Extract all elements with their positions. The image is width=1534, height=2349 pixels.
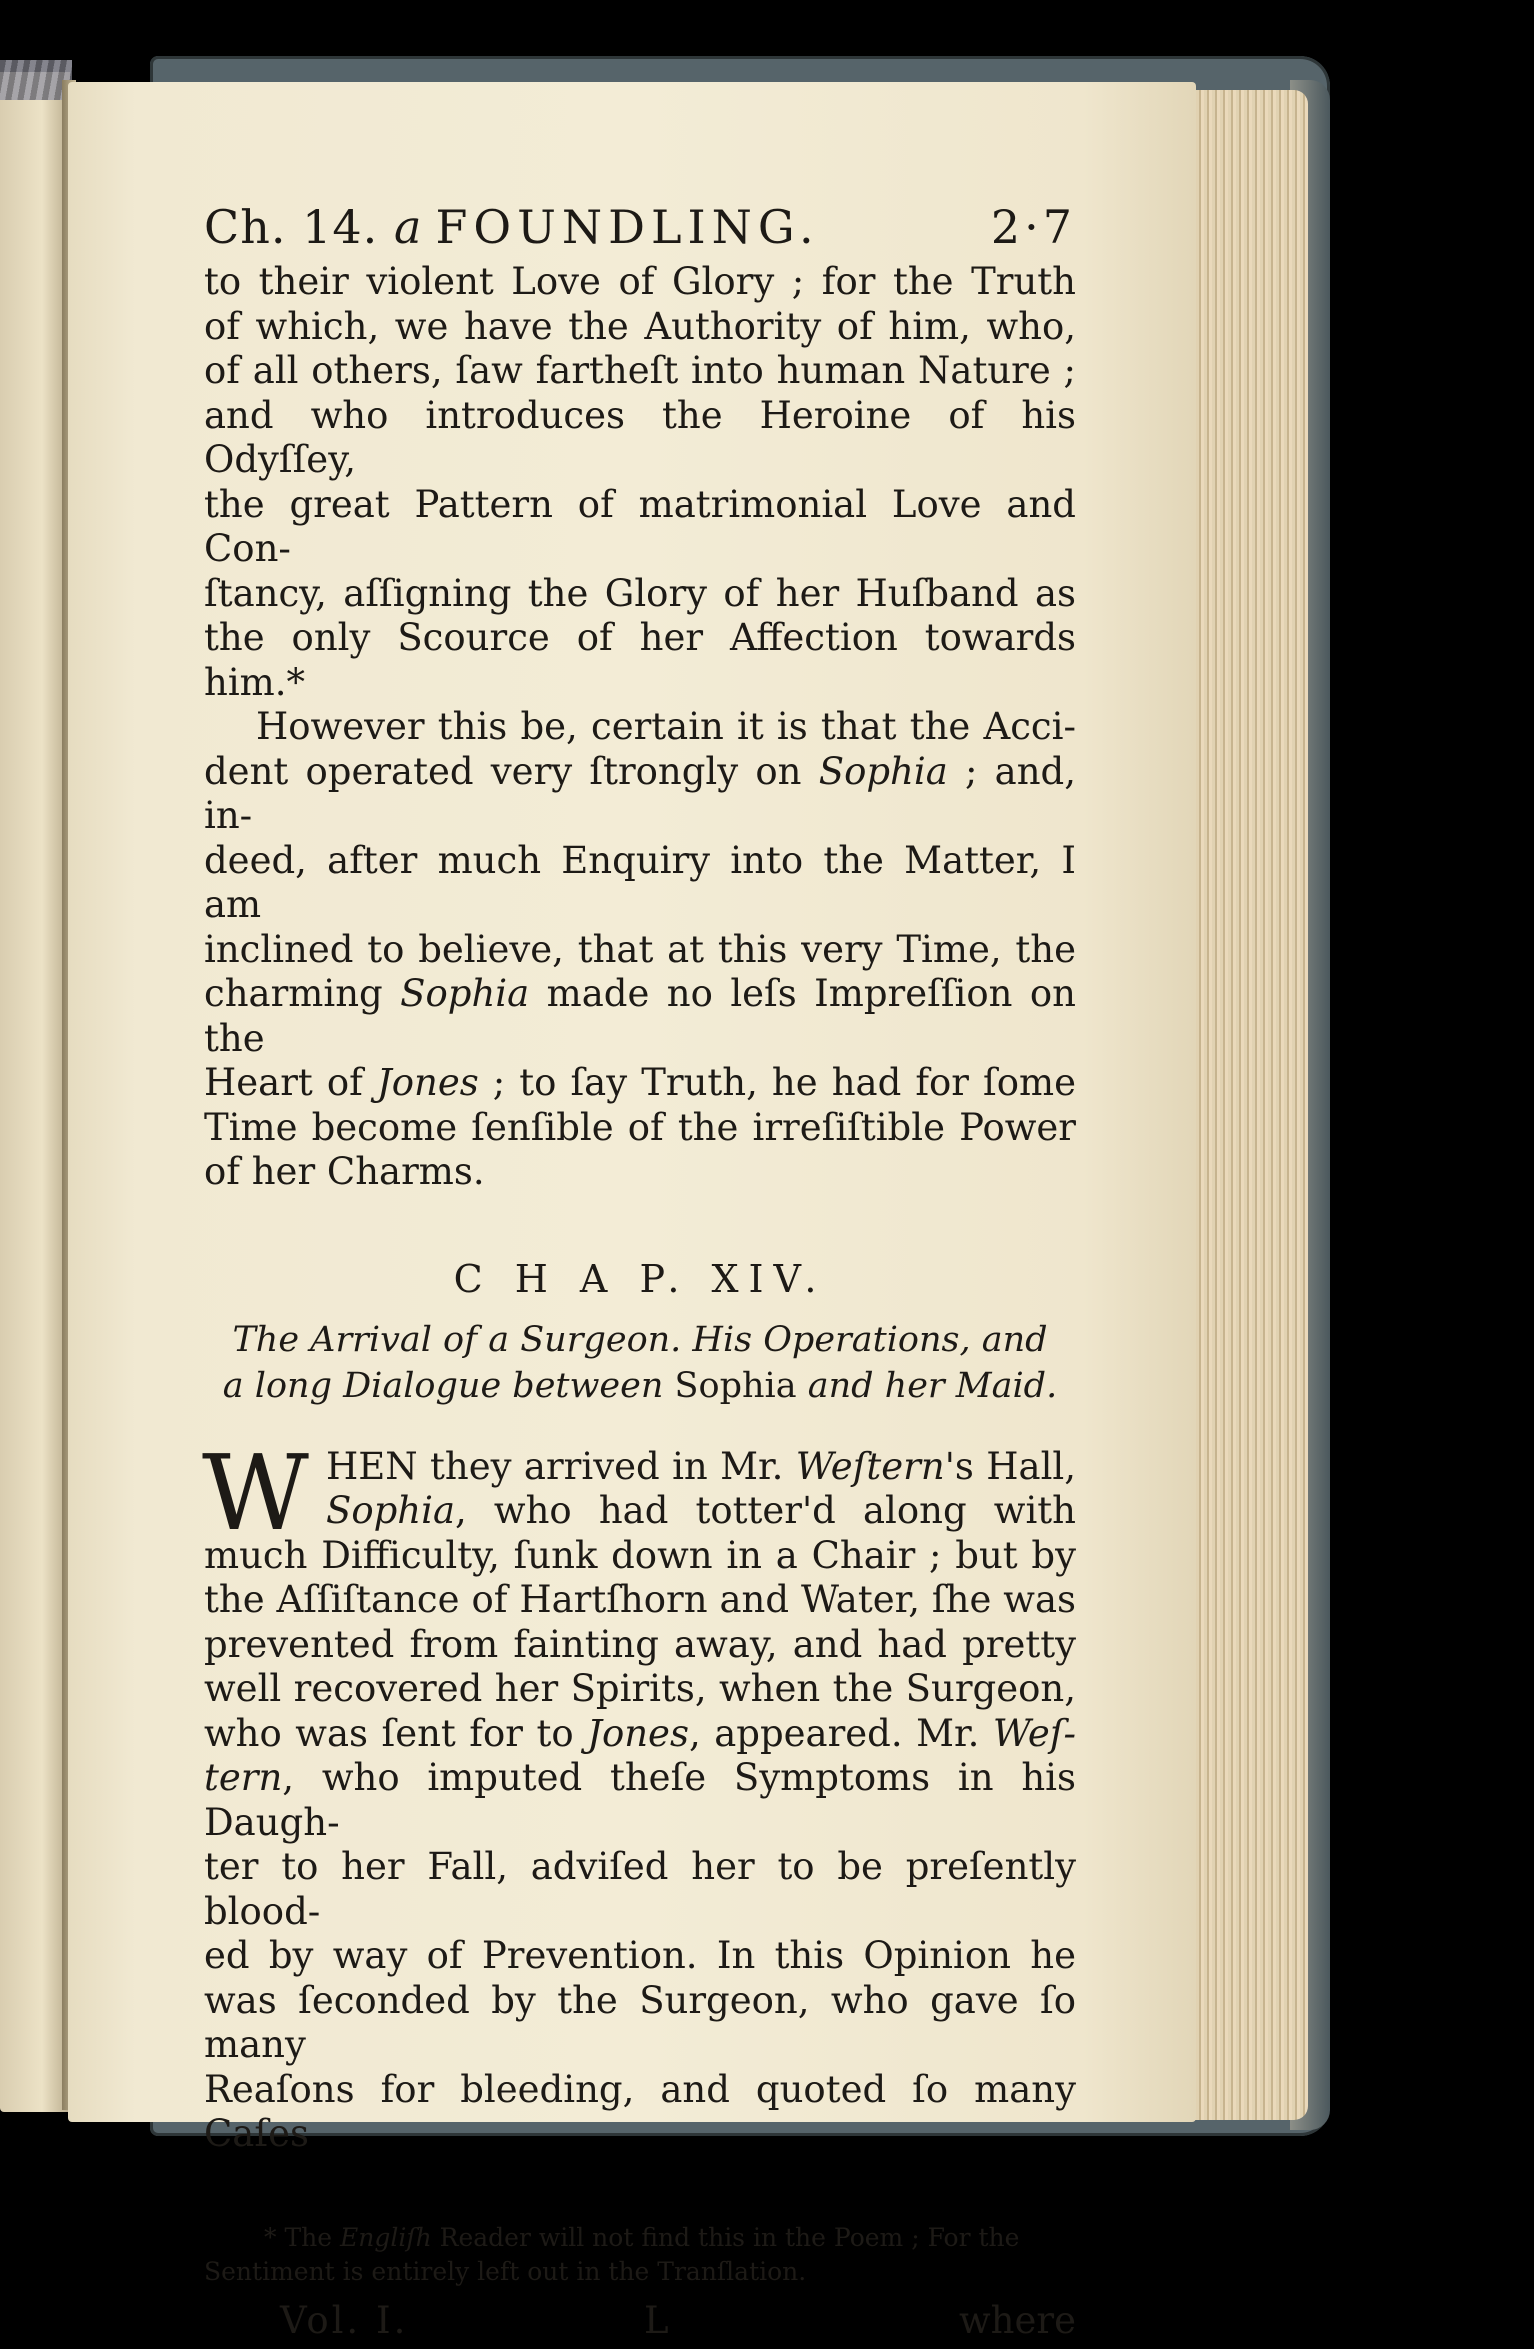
text-line xyxy=(204,1061,1076,1106)
italic-name: Jones xyxy=(376,1061,479,1104)
roman-name: Sophia xyxy=(674,1365,797,1406)
page-number: 2·7 xyxy=(990,200,1076,254)
text-span: , appeared. Mr. xyxy=(688,1711,993,1755)
footnote-line-1 xyxy=(204,2221,1076,2255)
text-line: ed by way of Prevention. In this Opinion he xyxy=(204,1934,1076,1977)
text-line: of her Charms. xyxy=(204,1150,485,1193)
signature-mark: L xyxy=(644,2298,669,2342)
text-line xyxy=(204,1489,1076,1534)
text-line: Reaſons for bleeding, and quoted ſo many Caſes xyxy=(204,2067,1076,2155)
drop-cap: W xyxy=(202,1431,309,1554)
left-page-edge xyxy=(0,72,70,2112)
text-line: of all others, ſaw fartheſt into human Nature ; xyxy=(204,349,1076,392)
footnote-line-2: Sentiment is entirely left out in the Tranſlation. xyxy=(204,2256,807,2286)
text-line: However this be, certain it is that the Acci- xyxy=(256,705,1076,748)
paragraph-1 xyxy=(204,260,1076,705)
text-line: inclined to believe, that at this very Time, the xyxy=(204,927,1076,971)
text-span: made no leſs Impreſſion on the xyxy=(204,972,1077,1060)
paragraph-3 xyxy=(202,1431,1077,2157)
text-line: was ſeconded by the Surgeon, who gave ſo many xyxy=(204,1978,1076,2066)
text-line: prevented from fainting away, and had pretty xyxy=(204,1622,1076,1666)
running-head xyxy=(204,200,1076,260)
running-head-article: a xyxy=(394,200,422,254)
italic-name: tern xyxy=(204,1756,283,1799)
text-line xyxy=(204,1712,1076,1757)
chapter-heading: C H A P. XIV. xyxy=(453,1256,827,1301)
text-line: Time become ſenſible of the irreſiſtible Power xyxy=(204,1105,1076,1149)
text-line: ſtancy, aſſigning the Glory of her Huſband as xyxy=(204,571,1076,615)
text-line: well recovered her Spirits, when the Surgeon, xyxy=(204,1667,1076,1710)
running-head-chapter: Ch. 14. xyxy=(204,200,379,254)
text-span: Heart of xyxy=(204,1061,377,1104)
text-span: ; and, in- xyxy=(204,749,1076,837)
text-span: charming xyxy=(204,972,401,1015)
text-line: and who introduces the Heroine of his Odyſſey, xyxy=(204,393,1076,481)
text-line: much Difficulty, ſunk down in a Chair ; but by xyxy=(204,1533,1076,1577)
paragraph-2 xyxy=(204,705,1076,1195)
text-span: ; to ſay Truth, he had for ſome xyxy=(478,1061,1076,1104)
text-line: the only Scource of her Affection towards him.* xyxy=(204,616,1076,704)
text-span: * The xyxy=(264,2222,340,2252)
footnote xyxy=(204,2221,1076,2289)
page-footer xyxy=(204,2299,1076,2349)
text-line: the Aſſiſtance of Hartſhorn and Water, ſhe was xyxy=(204,1578,1076,1621)
text-span: , who imputed theſe Symptoms in his Daugh- xyxy=(204,1756,1076,1844)
italic-name: Sophia xyxy=(400,972,530,1015)
text-line: of which, we have the Authority of him, who, xyxy=(204,304,1076,348)
chapter-summary-line-2 xyxy=(204,1363,1076,1409)
text-line xyxy=(204,1445,1076,1490)
text-span: 's Hall, xyxy=(944,1444,1076,1488)
text-line: to their violent Love of Glory ; for the Truth xyxy=(204,260,1076,303)
text-span: HEN they arrived in Mr. xyxy=(326,1444,796,1488)
text-span: and her Maid. xyxy=(796,1365,1058,1406)
chapter-summary-line-1: The Arrival of a Surgeon. His Operations, and xyxy=(232,1319,1048,1360)
text-line: the great Pattern of matrimonial Love and Con- xyxy=(204,482,1076,570)
text-span: Reader will not find this in the Poem ; For the xyxy=(431,2222,1020,2252)
italic-name: Sophia xyxy=(326,1489,456,1532)
text-block xyxy=(204,200,1076,2349)
italic-name: Weſ- xyxy=(992,1711,1077,1755)
running-head-title-text: FOUNDLING. xyxy=(435,200,820,254)
text-span: a long Dialogue between xyxy=(222,1365,675,1406)
text-line xyxy=(204,750,1076,839)
text-line xyxy=(204,1756,1076,1845)
text-span: dent operated very ſtrongly on xyxy=(204,749,819,793)
text-line: ter to her Fall, adviſed her to be preſently blood- xyxy=(204,1845,1076,1933)
italic-name: Weſtern xyxy=(795,1444,945,1488)
italic-word: Engliſh xyxy=(339,2222,432,2252)
italic-name: Sophia xyxy=(818,749,948,793)
volume-mark: Vol. I. xyxy=(280,2298,409,2342)
text-span: , who had totter'd along with xyxy=(455,1489,1076,1532)
page-edges xyxy=(1188,90,1308,2120)
text-span: who was ſent for to xyxy=(204,1711,588,1755)
text-line: deed, after much Enquiry into the Matter, I am xyxy=(204,838,1076,926)
text-line xyxy=(204,972,1076,1061)
catchword: where xyxy=(959,2298,1076,2342)
running-head-title xyxy=(394,200,820,254)
italic-name: Jones xyxy=(587,1711,689,1755)
